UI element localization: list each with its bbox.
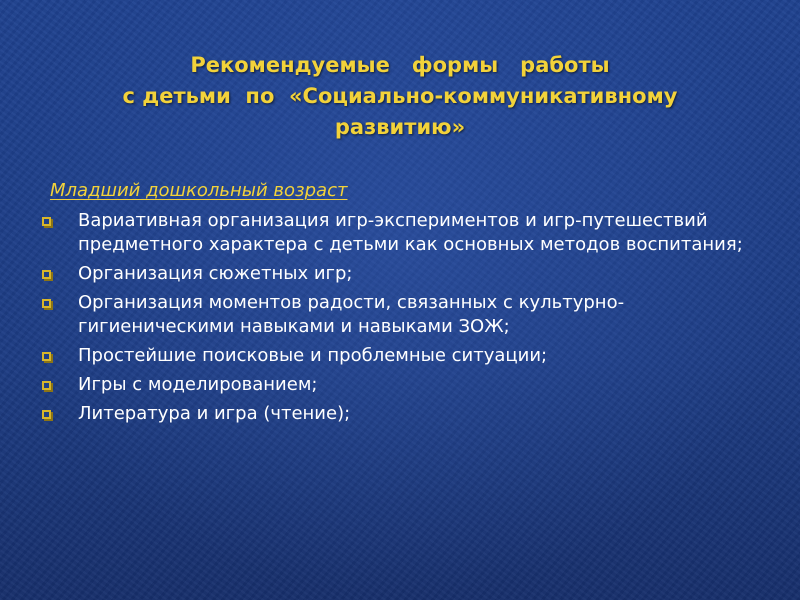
bullet-text: Литература и игра (чтение); <box>78 403 351 424</box>
bullet-item <box>40 291 770 339</box>
bullet-item <box>40 262 770 286</box>
title-line: с детьми по «Социально-коммуникативному <box>122 84 678 108</box>
square-bullet-icon <box>42 410 51 419</box>
section-subtitle: Младший дошкольный возраст <box>50 180 348 201</box>
square-bullet-icon <box>42 217 51 226</box>
square-bullet-icon <box>42 270 51 279</box>
bullet-text: Простейшие поисковые и проблемные ситуации; <box>78 345 548 366</box>
bullet-text: Вариативная организация игр-экспериментов и игр-путешествий предметного характера с детьми как основных методов воспитания; <box>78 210 743 255</box>
bullet-item <box>40 373 770 397</box>
title-line: Рекомендуемые формы работы <box>190 53 610 77</box>
square-bullet-icon <box>42 381 51 390</box>
square-bullet-icon <box>42 352 51 361</box>
square-bullet-icon <box>42 299 51 308</box>
bullet-list <box>40 209 770 431</box>
slide-title <box>80 50 720 143</box>
bullet-text: Организация моментов радости, связанных с культурно-гигиеническими навыками и навыками ЗОЖ; <box>78 292 625 337</box>
bullet-text: Игры с моделированием; <box>78 374 318 395</box>
title-line: развитию» <box>334 115 466 139</box>
bullet-text: Организация сюжетных игр; <box>78 263 353 284</box>
bullet-item <box>40 209 770 257</box>
bullet-item <box>40 402 770 426</box>
bullet-item <box>40 344 770 368</box>
